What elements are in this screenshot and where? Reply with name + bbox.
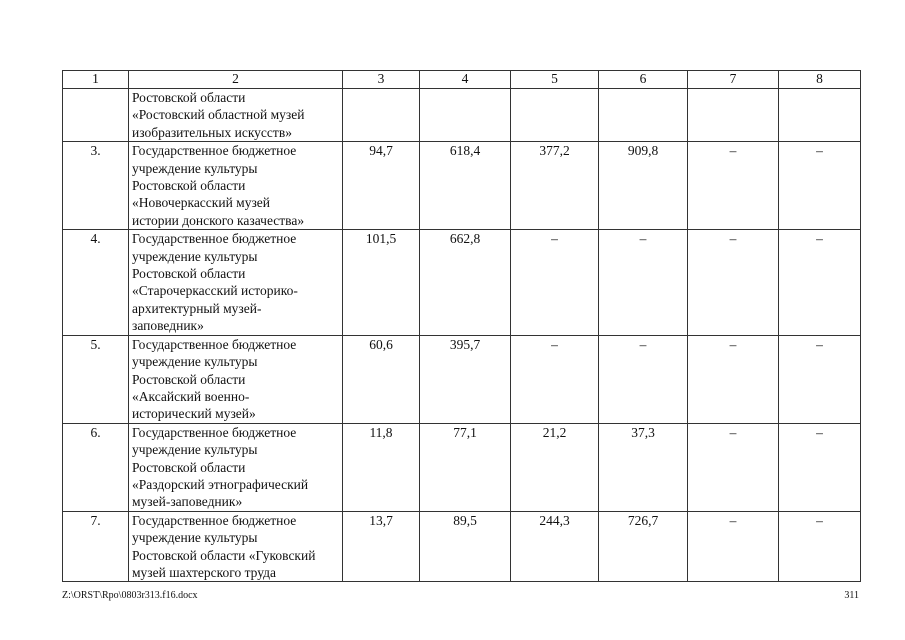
row-number: 3. bbox=[63, 142, 129, 230]
column-header: 7 bbox=[688, 71, 779, 89]
value-cell: – bbox=[511, 230, 599, 335]
institution-name: Государственное бюджетное учреждение культуры Ростовской области «Гуковский музей шахтерского труда bbox=[129, 511, 343, 582]
value-cell: 726,7 bbox=[599, 511, 688, 582]
table-row bbox=[63, 423, 861, 511]
footer-file-path: Z:\ORST\Rpo\0803r313.f16.docx bbox=[62, 590, 198, 601]
table-row bbox=[63, 511, 861, 582]
value-cell: 94,7 bbox=[343, 142, 420, 230]
value-cell: 11,8 bbox=[343, 423, 420, 511]
value-cell bbox=[343, 89, 420, 142]
column-header: 1 bbox=[63, 71, 129, 89]
value-cell: – bbox=[599, 230, 688, 335]
value-cell: 377,2 bbox=[511, 142, 599, 230]
row-number bbox=[63, 89, 129, 142]
column-header: 2 bbox=[129, 71, 343, 89]
value-cell: 77,1 bbox=[420, 423, 511, 511]
value-cell: 244,3 bbox=[511, 511, 599, 582]
column-header: 5 bbox=[511, 71, 599, 89]
value-cell: – bbox=[688, 511, 779, 582]
table-row bbox=[63, 335, 861, 423]
value-cell: 89,5 bbox=[420, 511, 511, 582]
value-cell: 395,7 bbox=[420, 335, 511, 423]
value-cell: 909,8 bbox=[599, 142, 688, 230]
institution-name: Государственное бюджетное учреждение культуры Ростовской области «Аксайский военно- исторический музей» bbox=[129, 335, 343, 423]
table-row bbox=[63, 89, 861, 142]
value-cell: – bbox=[688, 335, 779, 423]
value-cell bbox=[688, 89, 779, 142]
page-number: 311 bbox=[844, 590, 859, 601]
value-cell: – bbox=[779, 230, 861, 335]
column-header: 4 bbox=[420, 71, 511, 89]
value-cell bbox=[511, 89, 599, 142]
value-cell: 618,4 bbox=[420, 142, 511, 230]
institution-name: Государственное бюджетное учреждение культуры Ростовской области «Старочеркасский историко- архитектурный музей- заповедник» bbox=[129, 230, 343, 335]
value-cell: – bbox=[688, 142, 779, 230]
column-header: 3 bbox=[343, 71, 420, 89]
row-number: 5. bbox=[63, 335, 129, 423]
value-cell: – bbox=[688, 230, 779, 335]
column-header: 6 bbox=[599, 71, 688, 89]
value-cell: – bbox=[599, 335, 688, 423]
table-header-row bbox=[63, 71, 861, 89]
value-cell: – bbox=[511, 335, 599, 423]
value-cell: – bbox=[779, 142, 861, 230]
row-number: 7. bbox=[63, 511, 129, 582]
value-cell bbox=[779, 89, 861, 142]
column-header: 8 bbox=[779, 71, 861, 89]
institution-name: Государственное бюджетное учреждение культуры Ростовской области «Раздорский этнографический музей-заповедник» bbox=[129, 423, 343, 511]
institution-name: Ростовской области «Ростовский областной музей изобразительных искусств» bbox=[129, 89, 343, 142]
value-cell: 60,6 bbox=[343, 335, 420, 423]
value-cell: 21,2 bbox=[511, 423, 599, 511]
value-cell bbox=[420, 89, 511, 142]
value-cell: – bbox=[779, 511, 861, 582]
institution-name: Государственное бюджетное учреждение культуры Ростовской области «Новочеркасский музей истории донского казачества» bbox=[129, 142, 343, 230]
value-cell bbox=[599, 89, 688, 142]
row-number: 4. bbox=[63, 230, 129, 335]
value-cell: – bbox=[688, 423, 779, 511]
value-cell: 101,5 bbox=[343, 230, 420, 335]
row-number: 6. bbox=[63, 423, 129, 511]
value-cell: 37,3 bbox=[599, 423, 688, 511]
budget-table bbox=[62, 70, 861, 582]
table-row bbox=[63, 230, 861, 335]
value-cell: – bbox=[779, 423, 861, 511]
value-cell: 13,7 bbox=[343, 511, 420, 582]
value-cell: – bbox=[779, 335, 861, 423]
value-cell: 662,8 bbox=[420, 230, 511, 335]
table-row bbox=[63, 142, 861, 230]
